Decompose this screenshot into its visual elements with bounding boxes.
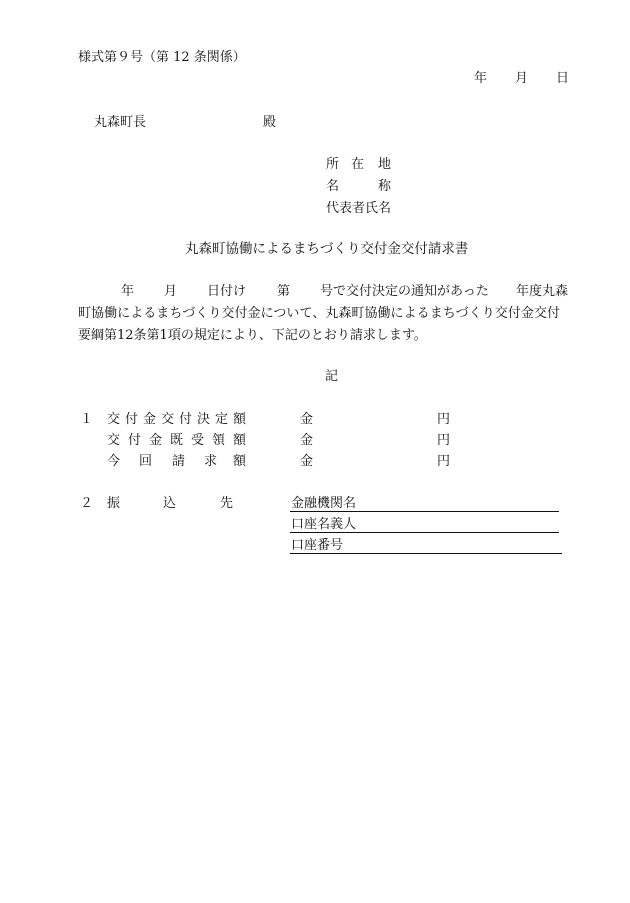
name-label-char: 称 xyxy=(378,179,392,194)
transfer-label-char: 先 xyxy=(220,496,234,511)
addressee-honorific: 殿 xyxy=(263,115,277,130)
addressee-name: 丸森町長 xyxy=(94,115,147,130)
row-label-char: 領 xyxy=(212,433,226,448)
body-fiscal-year-text: 年度丸森 xyxy=(516,284,569,299)
row-label-char: 交 xyxy=(107,412,121,427)
name-label-char: 名 xyxy=(326,179,340,194)
row-label-char: 回 xyxy=(139,454,153,469)
body-dai-label: 第 xyxy=(277,284,291,299)
date-year-label: 年 xyxy=(474,71,488,86)
row-label-char: 額 xyxy=(233,412,247,427)
body-month-label: 月 xyxy=(164,284,178,299)
ki-heading: 記 xyxy=(325,369,339,384)
document-title: 丸森町協働によるまちづくり交付金交付請求書 xyxy=(185,241,469,257)
row-label-char: 既 xyxy=(170,433,184,448)
body-date-label: 日付け xyxy=(207,284,247,299)
row-label-char: 受 xyxy=(191,433,205,448)
date-month-label: 月 xyxy=(515,71,529,86)
row-label-char: 付 xyxy=(125,412,139,427)
row-label-char: 請 xyxy=(172,454,186,469)
row-label-char: 付 xyxy=(128,433,142,448)
bank-name-label: 金融機関名 xyxy=(291,496,357,511)
currency-kin: 金 xyxy=(300,454,314,469)
body-year-label: 年 xyxy=(121,284,135,299)
currency-kin: 金 xyxy=(300,412,314,427)
row-label-char: 定 xyxy=(215,412,229,427)
account-number-underline xyxy=(290,553,562,554)
item-number-2: ２ xyxy=(80,496,94,511)
date-day-label: 日 xyxy=(556,71,570,86)
row-label-char: 額 xyxy=(233,433,247,448)
representative-label: 代表者氏名 xyxy=(326,201,392,216)
row-label-char: 額 xyxy=(233,454,247,469)
body-line-3: 要綱第12条第1項の規定により、下記のとおり請求します。 xyxy=(78,328,427,343)
account-number-label: 口座番号 xyxy=(291,538,344,553)
body-notice-text: 号で交付決定の通知があった xyxy=(320,284,489,299)
form-number: 様式第９号（第 12 条関係） xyxy=(78,50,246,65)
currency-yen: 円 xyxy=(437,454,451,469)
address-label-char: 所 xyxy=(326,157,340,172)
transfer-label-char: 込 xyxy=(163,496,177,511)
account-holder-label: 口座名義人 xyxy=(291,517,357,532)
row-label-char: 付 xyxy=(179,412,193,427)
item-number-1: １ xyxy=(80,412,94,427)
account-holder-underline xyxy=(290,532,559,533)
body-line-2: 町協働によるまちづくり交付金について、丸森町協働によるまちづくり交付金交付 xyxy=(78,306,561,321)
transfer-label-char: 振 xyxy=(107,496,121,511)
address-label-char: 地 xyxy=(378,157,392,172)
bank-name-underline xyxy=(290,511,559,512)
row-label-char: 決 xyxy=(197,412,211,427)
row-label-char: 交 xyxy=(107,433,121,448)
address-label-char: 在 xyxy=(351,157,365,172)
currency-yen: 円 xyxy=(437,412,451,427)
currency-yen: 円 xyxy=(437,433,451,448)
row-label-char: 求 xyxy=(204,454,218,469)
currency-kin: 金 xyxy=(300,433,314,448)
row-label-char: 金 xyxy=(143,412,157,427)
row-label-char: 金 xyxy=(149,433,163,448)
row-label-char: 今 xyxy=(107,454,121,469)
row-label-char: 交 xyxy=(161,412,175,427)
